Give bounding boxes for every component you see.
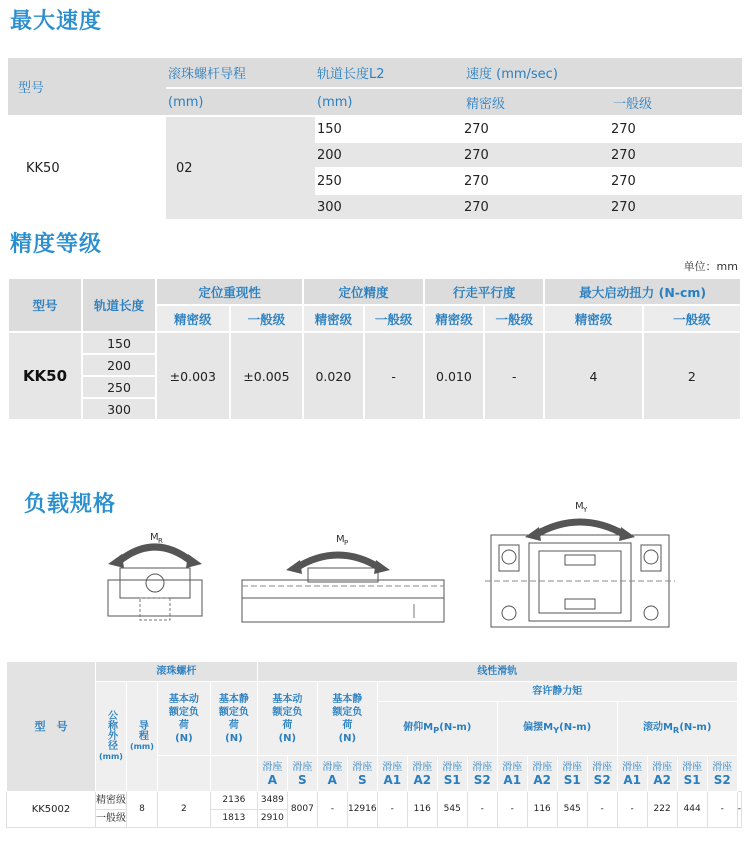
load-title: 负载规格 (24, 492, 117, 517)
acc-h-repeat: 定位重现性 (156, 278, 303, 305)
spec-h-dyn2: 基本动额定负荷 (272, 693, 303, 731)
speed-len: 200 (315, 142, 464, 168)
spec-subcol: 滑座 S1 (677, 756, 707, 792)
diagram-roll (100, 520, 210, 630)
speed-normal: 270 (611, 116, 742, 142)
speed-precise: 270 (464, 194, 611, 220)
spec-h-yaw: 偏摆M (523, 721, 554, 733)
spec-linear-value: 8007 (287, 792, 317, 828)
speed-precise: 270 (464, 168, 611, 194)
acc-val: 2 (643, 332, 741, 420)
mr-label: M (150, 532, 159, 543)
acc-val: ±0.005 (230, 332, 304, 420)
spec-subcol: 滑座 A1 (497, 756, 527, 792)
spec-subcol: 滑座 A (317, 756, 347, 792)
acc-h-rail: 轨道长度 (82, 278, 156, 332)
acc-val: 4 (544, 332, 642, 420)
spec-linear-value: - (707, 792, 737, 828)
acc-h-precise: 精密级 (303, 305, 363, 332)
spec-stat: 2910 (257, 810, 287, 828)
acc-h-normal: 一般级 (643, 305, 741, 332)
spec-grade: 一般级 (95, 810, 126, 828)
unit-label: 单位：mm (683, 260, 738, 273)
acc-len: 200 (82, 354, 156, 376)
svg-text:R: R (158, 537, 163, 545)
spec-h-dyn: 基本动额定负荷 (168, 693, 199, 731)
acc-val: 0.020 (303, 332, 363, 420)
my-label: M (575, 501, 584, 512)
spec-linear-value: 116 (527, 792, 557, 828)
diagram-yaw (485, 495, 675, 635)
speed-precise: 270 (464, 142, 611, 168)
acc-val: - (484, 332, 544, 420)
spec-subcol: 滑座 A1 (617, 756, 647, 792)
accuracy-title: 精度等级 (10, 232, 103, 257)
acc-model: KK50 (8, 332, 82, 420)
acc-h-par: 行走平行度 (424, 278, 545, 305)
spec-h-linear: 线性滑轨 (257, 662, 737, 682)
speed-precise: 270 (464, 116, 611, 142)
spec-h-lead: 导程 (136, 720, 148, 740)
spec-subcol: 滑座 S (347, 756, 377, 792)
spec-subcol: 滑座 A1 (377, 756, 407, 792)
spec-h-roll: 滚动M (642, 721, 673, 733)
speed-title: 最大速度 (10, 9, 103, 34)
spec-dyn: 1813 (210, 810, 257, 828)
spec-h-ball: 滚珠螺杆 (95, 662, 257, 682)
spec-subcol: 滑座 S2 (467, 756, 497, 792)
spec-subcol: 滑座 A (257, 756, 287, 792)
speed-normal: 270 (611, 168, 742, 194)
spec-h-stat2: 基本静额定负荷 (332, 693, 363, 731)
spec-linear-value: - (467, 792, 497, 828)
spec-h-od: 公称外径 (105, 710, 117, 750)
speed-lead: 02 (166, 116, 315, 220)
spec-subcol: 滑座 S1 (557, 756, 587, 792)
spec-grade: 精密级 (95, 792, 126, 810)
spec-subcol: 滑座 A2 (527, 756, 557, 792)
load-spec-table: 型 号 滚珠螺杆 线性滑轨 公称外径 (mm) 导程 (mm) 基本动额定负荷 (N) 基本静额定负荷 (N) 基本动额定负荷 (N) 基本静额定负荷 (N) 容许静力矩 俯仰$M_P(N-m)$ 偏摆$M_Y(N-m)$ 滚动$M_R(N-m)$ 滑座 A 滑座 S 滑座 A 滑座 S 滑座 A1 滑座 A2 滑座 S1 滑座 S2 滑座 A1 滑座 A2 滑座 S1 滑座 S2 滑座 A1 滑座 A2 滑座 S1 滑座 S2 KK5002 精密级 8 2 2136 3489 8007 - 12916 - 116 545 - - 116 545 - - 222 444 - - 一般级 1813 2910 (6, 661, 742, 828)
acc-h-normal: 一般级 (364, 305, 424, 332)
speed-h-lead-unit: (mm) (166, 88, 315, 116)
acc-val: 0.010 (424, 332, 484, 420)
spec-h-model: 型 号 (7, 662, 96, 792)
spec-linear-value: 12916 (347, 792, 377, 828)
spec-od: 8 (126, 792, 157, 828)
speed-normal: 270 (611, 142, 742, 168)
diagram-pitch (238, 520, 448, 630)
spec-subcol: 滑座 S2 (707, 756, 737, 792)
spec-linear-value: - (377, 792, 407, 828)
speed-h-model: 型号 (8, 58, 166, 116)
speed-len: 150 (315, 116, 464, 142)
speed-model: KK50 (8, 116, 166, 220)
mp-label: M (336, 534, 345, 545)
speed-h-precise: 精密级 (464, 88, 611, 116)
acc-h-precise: 精密级 (544, 305, 642, 332)
speed-len: 250 (315, 168, 464, 194)
spec-subcol: 滑座 S2 (587, 756, 617, 792)
acc-val: - (364, 332, 424, 420)
acc-len: 300 (82, 398, 156, 420)
acc-val: ±0.003 (156, 332, 230, 420)
spec-linear-value: - (617, 792, 647, 828)
spec-linear-value: 545 (557, 792, 587, 828)
acc-h-normal: 一般级 (484, 305, 544, 332)
acc-h-model: 型号 (8, 278, 82, 332)
spec-linear-value: 116 (407, 792, 437, 828)
spec-linear-value: 545 (437, 792, 467, 828)
spec-linear-value: - (737, 792, 741, 828)
acc-h-pos: 定位精度 (303, 278, 424, 305)
svg-text:Y: Y (583, 506, 588, 514)
spec-lead: 2 (157, 792, 210, 828)
spec-h-moment: 容许静力矩 (377, 682, 737, 702)
speed-h-speed: 速度 (mm/sec) (464, 58, 742, 88)
spec-stat: 3489 (257, 792, 287, 810)
speed-normal: 270 (611, 194, 742, 220)
acc-h-normal: 一般级 (230, 305, 304, 332)
spec-dyn: 2136 (210, 792, 257, 810)
spec-linear-value: 444 (677, 792, 707, 828)
acc-h-torque: 最大启动扭力 (N-cm) (544, 278, 741, 305)
acc-len: 250 (82, 376, 156, 398)
spec-linear-value: - (587, 792, 617, 828)
spec-h-stat: 基本静额定负荷 (218, 693, 249, 731)
acc-h-precise: 精密级 (156, 305, 230, 332)
spec-subcol: 滑座 S (287, 756, 317, 792)
spec-subcol: 滑座 S1 (437, 756, 467, 792)
spec-linear-value: - (317, 792, 347, 828)
spec-h-pitch: 俯仰M (403, 721, 434, 733)
spec-linear-value: - (497, 792, 527, 828)
acc-h-precise: 精密级 (424, 305, 484, 332)
spec-subcol: 滑座 A2 (407, 756, 437, 792)
acc-len: 150 (82, 332, 156, 354)
spec-model: KK5002 (31, 804, 71, 815)
svg-text:P: P (344, 539, 349, 547)
speed-len: 300 (315, 194, 464, 220)
spec-linear-value: 222 (647, 792, 677, 828)
accuracy-table (7, 277, 742, 421)
speed-h-rail-unit: (mm) (315, 88, 464, 116)
spec-subcol: 滑座 A2 (647, 756, 677, 792)
speed-table (8, 58, 742, 221)
speed-h-lead: 滚珠螺杆导程 (166, 58, 315, 88)
speed-h-rail: 轨道长度L2 (315, 58, 464, 88)
speed-h-normal: 一般级 (611, 88, 742, 116)
